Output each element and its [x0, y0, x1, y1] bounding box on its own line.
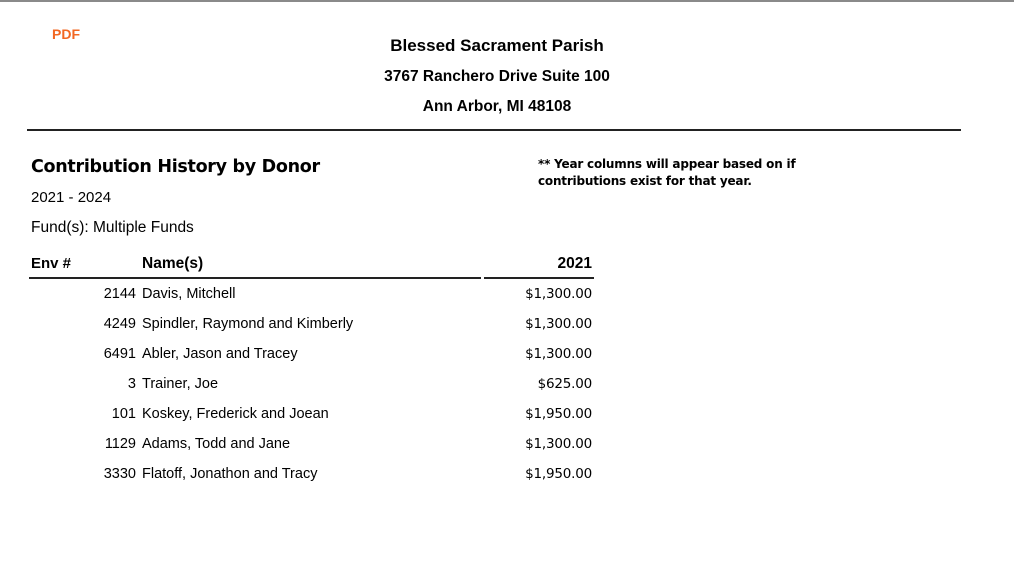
table-row: [0, 286, 620, 316]
amount-2021: $1,300.00: [525, 316, 592, 332]
header-underline-right: [484, 277, 594, 279]
column-header-names: Name(s): [142, 255, 204, 272]
amount-2021: $1,300.00: [525, 346, 592, 362]
donor-table-body: [0, 286, 620, 496]
table-row: [0, 346, 620, 376]
column-header-env: Env #: [31, 255, 72, 272]
address-line-1: 3767 Ranchero Drive Suite 100: [384, 68, 610, 85]
table-row: [0, 316, 620, 346]
env-number: 1129: [104, 436, 136, 452]
table-row: [0, 436, 620, 466]
env-number: 3: [127, 376, 136, 392]
donor-name: Flatoff, Jonathon and Tracy: [142, 466, 318, 482]
donor-name: Abler, Jason and Tracey: [142, 346, 298, 362]
top-border: [0, 0, 1014, 2]
table-row: [0, 466, 620, 496]
pdf-export-link[interactable]: PDF: [52, 26, 80, 42]
donor-name: Spindler, Raymond and Kimberly: [142, 316, 354, 332]
header-divider: [27, 129, 961, 131]
env-number: 101: [111, 406, 136, 422]
env-number: 3330: [103, 466, 136, 482]
amount-2021: $1,300.00: [525, 286, 592, 302]
amount-2021: $1,300.00: [525, 436, 592, 452]
amount-2021: $625.00: [537, 376, 592, 392]
table-row: [0, 376, 620, 406]
donor-name: Davis, Mitchell: [142, 286, 236, 302]
year-columns-note: ** Year columns will appear based on if contributions exist for that year.: [538, 157, 796, 188]
env-number: 6491: [103, 346, 136, 362]
env-number: 2144: [103, 286, 136, 302]
amount-2021: $1,950.00: [525, 466, 592, 482]
donor-name: Trainer, Joe: [142, 376, 219, 392]
column-header-2021: 2021: [557, 255, 592, 272]
org-name: Blessed Sacrament Parish: [390, 36, 604, 55]
address-line-2: Ann Arbor, MI 48108: [422, 98, 572, 115]
report-title: Contribution History by Donor: [31, 157, 320, 177]
env-number: 4249: [103, 316, 136, 332]
amount-2021: $1,950.00: [525, 406, 592, 422]
donor-name: Koskey, Frederick and Joean: [142, 406, 329, 422]
header-underline-left: [29, 277, 481, 279]
year-range: 2021 - 2024: [31, 189, 112, 206]
funds-label: Fund(s): Multiple Funds: [31, 219, 194, 236]
table-row: [0, 406, 620, 436]
donor-name: Adams, Todd and Jane: [142, 436, 291, 452]
